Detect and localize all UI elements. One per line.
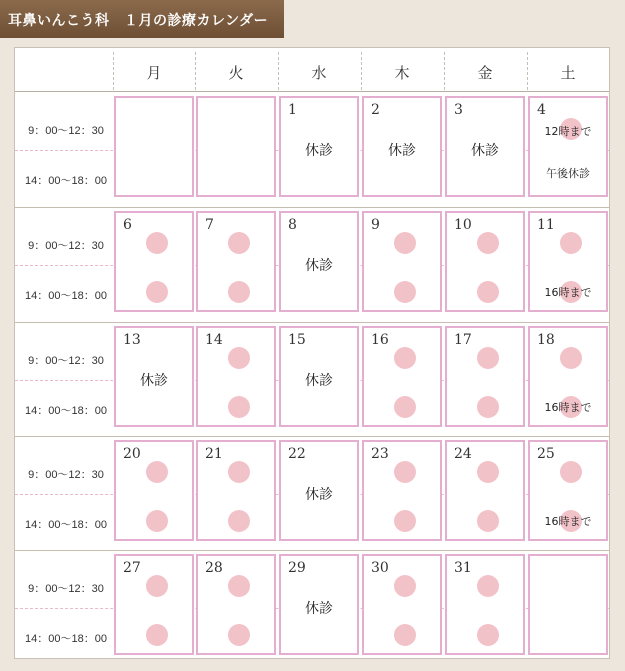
open-morning-dot xyxy=(394,461,416,483)
time-slot-morning: 9：00～12：30 xyxy=(28,469,104,481)
open-afternoon-dot xyxy=(228,510,250,532)
day-number: 23 xyxy=(371,446,389,462)
open-morning-dot xyxy=(146,575,168,597)
open-afternoon-dot xyxy=(394,396,416,418)
day-number: 1 xyxy=(288,102,297,118)
day-cell xyxy=(114,326,194,427)
day-cell xyxy=(528,554,608,655)
open-afternoon-dot xyxy=(146,510,168,532)
day-cell xyxy=(445,96,525,197)
time-slot-afternoon: 14：00～18：00 xyxy=(25,290,107,302)
day-number: 24 xyxy=(454,446,472,462)
open-morning-dot xyxy=(477,347,499,369)
day-cell xyxy=(445,326,525,427)
day-number: 13 xyxy=(123,332,141,348)
time-slot-afternoon: 14：00～18：00 xyxy=(25,405,107,417)
day-cell xyxy=(114,440,194,541)
day-cell xyxy=(114,96,194,197)
day-cell xyxy=(362,326,442,427)
week-separator xyxy=(15,207,609,208)
day-number: 4 xyxy=(537,102,546,118)
day-number: 21 xyxy=(205,446,223,462)
weekday-header: 月 xyxy=(146,64,162,82)
open-afternoon-dot xyxy=(394,510,416,532)
closed-label: 休診 xyxy=(388,143,416,159)
header-divider xyxy=(15,91,609,92)
day-cell xyxy=(445,211,525,312)
week-separator xyxy=(15,550,609,551)
day-cell xyxy=(528,211,608,312)
weekday-header: 金 xyxy=(477,64,493,82)
day-cell xyxy=(196,554,276,655)
open-afternoon-dot xyxy=(477,396,499,418)
afternoon-hours-note: 16時まで xyxy=(544,286,592,299)
open-morning-dot xyxy=(228,575,250,597)
week-separator xyxy=(15,322,609,323)
open-morning-dot xyxy=(394,347,416,369)
day-number: 14 xyxy=(205,332,223,348)
weekday-header: 木 xyxy=(394,64,410,82)
day-number: 8 xyxy=(288,217,297,233)
morning-hours-note: 12時まで xyxy=(544,125,592,138)
open-afternoon-dot xyxy=(477,281,499,303)
day-number: 17 xyxy=(454,332,472,348)
day-number: 27 xyxy=(123,560,141,576)
day-cell xyxy=(362,96,442,197)
day-cell xyxy=(362,554,442,655)
day-cell xyxy=(528,96,608,197)
day-number: 25 xyxy=(537,446,555,462)
closed-label: 休診 xyxy=(471,143,499,159)
open-afternoon-dot xyxy=(228,624,250,646)
day-cell xyxy=(196,96,276,197)
open-afternoon-dot xyxy=(477,510,499,532)
time-slot-morning: 9：00～12：30 xyxy=(28,240,104,252)
day-number: 9 xyxy=(371,217,380,233)
day-number: 31 xyxy=(454,560,472,576)
time-slot-afternoon: 14：00～18：00 xyxy=(25,519,107,531)
open-morning-dot xyxy=(477,461,499,483)
open-morning-dot xyxy=(228,461,250,483)
closed-label: 休診 xyxy=(305,487,333,503)
time-slot-morning: 9：00～12：30 xyxy=(28,125,104,137)
day-cell xyxy=(445,554,525,655)
day-cell xyxy=(196,211,276,312)
open-afternoon-dot xyxy=(228,281,250,303)
day-cell xyxy=(528,326,608,427)
calendar-panel xyxy=(14,47,610,659)
day-cell xyxy=(279,440,359,541)
day-number: 7 xyxy=(205,217,214,233)
open-morning-dot xyxy=(560,232,582,254)
day-number: 29 xyxy=(288,560,306,576)
open-morning-dot xyxy=(394,232,416,254)
day-cell xyxy=(114,554,194,655)
closed-label: 休診 xyxy=(140,373,168,389)
title-bar xyxy=(0,0,284,38)
closed-label: 休診 xyxy=(305,373,333,389)
day-cell xyxy=(279,326,359,427)
day-cell xyxy=(362,440,442,541)
page-title: 耳鼻いんこう科 １月の診療カレンダー xyxy=(8,13,269,29)
open-morning-dot xyxy=(560,461,582,483)
closed-label: 休診 xyxy=(305,258,333,274)
open-morning-dot xyxy=(394,575,416,597)
open-morning-dot xyxy=(560,347,582,369)
day-cell xyxy=(196,326,276,427)
open-morning-dot xyxy=(146,232,168,254)
afternoon-hours-note: 16時まで xyxy=(544,401,592,414)
day-cell xyxy=(362,211,442,312)
weekday-header: 土 xyxy=(560,64,576,82)
afternoon-closed-note: 午後休診 xyxy=(546,167,590,180)
open-afternoon-dot xyxy=(477,624,499,646)
weekday-header: 火 xyxy=(228,64,244,82)
open-morning-dot xyxy=(477,232,499,254)
open-afternoon-dot xyxy=(146,281,168,303)
day-number: 3 xyxy=(454,102,463,118)
open-morning-dot xyxy=(228,232,250,254)
time-slot-afternoon: 14：00～18：00 xyxy=(25,633,107,645)
open-morning-dot xyxy=(477,575,499,597)
open-afternoon-dot xyxy=(394,281,416,303)
closed-label: 休診 xyxy=(305,143,333,159)
open-afternoon-dot xyxy=(228,396,250,418)
day-number: 28 xyxy=(205,560,223,576)
day-number: 18 xyxy=(537,332,555,348)
open-afternoon-dot xyxy=(146,624,168,646)
time-slot-morning: 9：00～12：30 xyxy=(28,355,104,367)
day-cell xyxy=(196,440,276,541)
day-number: 10 xyxy=(454,217,472,233)
afternoon-hours-note: 16時まで xyxy=(544,515,592,528)
day-number: 11 xyxy=(537,217,555,233)
day-number: 15 xyxy=(288,332,306,348)
day-number: 20 xyxy=(123,446,141,462)
day-number: 22 xyxy=(288,446,306,462)
open-morning-dot xyxy=(146,461,168,483)
day-number: 6 xyxy=(123,217,132,233)
time-slot-afternoon: 14：00～18：00 xyxy=(25,175,107,187)
week-separator xyxy=(15,436,609,437)
day-cell xyxy=(279,211,359,312)
open-afternoon-dot xyxy=(394,624,416,646)
day-cell xyxy=(279,554,359,655)
day-cell xyxy=(445,440,525,541)
day-number: 30 xyxy=(371,560,389,576)
day-cell xyxy=(528,440,608,541)
time-slot-morning: 9：00～12：30 xyxy=(28,583,104,595)
closed-label: 休診 xyxy=(305,601,333,617)
day-cell xyxy=(279,96,359,197)
day-number: 16 xyxy=(371,332,389,348)
open-morning-dot xyxy=(228,347,250,369)
weekday-header: 水 xyxy=(311,64,327,82)
day-cell xyxy=(114,211,194,312)
day-number: 2 xyxy=(371,102,380,118)
